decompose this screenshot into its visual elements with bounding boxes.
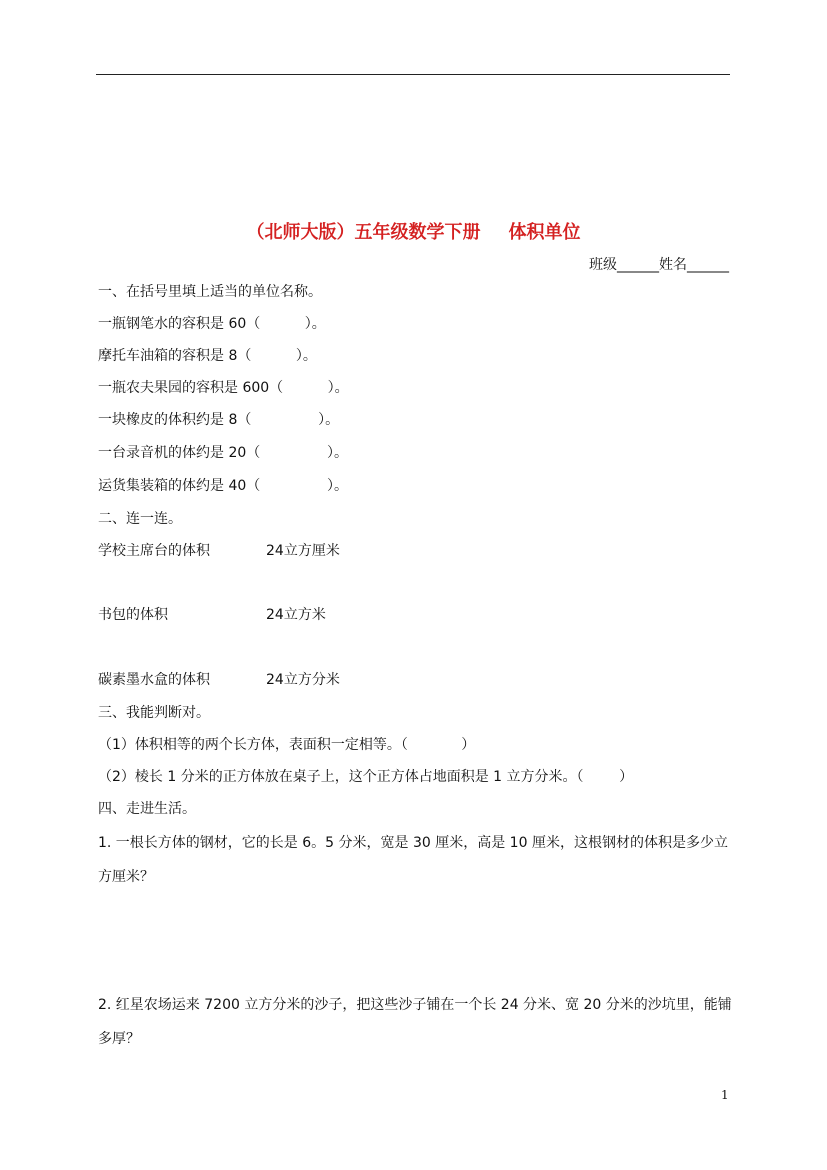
fill-item-1: 一瓶钢笔水的容积是 60（ ）。	[98, 316, 326, 332]
page-title	[0, 218, 827, 244]
page-number: 1	[721, 1088, 729, 1102]
fill-item-4: 一块橡皮的体积约是 8（ ）。	[98, 412, 340, 428]
problem-2: 2. 红星农场运来 7200 立方分米的沙子，把这些沙子铺在一个长 24 分米、宽 20 分米的沙坑里，能铺多厚？	[98, 997, 732, 1047]
class-name-line: 班级______姓名______	[589, 257, 729, 273]
section4-heading: 四、走进生活。	[98, 801, 196, 817]
judge-item-1: （1）体积相等的两个长方体，表面积一定相等。（ ）	[98, 737, 476, 753]
judge-item-2: （2）棱长 1 分米的正方体放在桌子上，这个正方体占地面积是 1 立方分米。（ ）	[98, 769, 634, 785]
match-left-2: 书包的体积	[98, 607, 168, 623]
match-right-3: 24立方分米	[266, 672, 340, 688]
header-rule	[96, 74, 730, 75]
section3-heading: 三、我能判断对。	[98, 705, 210, 721]
match-right-2: 24立方米	[266, 607, 326, 623]
title-series: （北师大版）五年级数学下册	[246, 222, 481, 243]
match-left-1: 学校主席台的体积	[98, 543, 210, 559]
fill-item-6: 运货集装箱的体约是 40（ ）。	[98, 478, 349, 494]
fill-item-5: 一台录音机的体约是 20（ ）。	[98, 445, 349, 461]
title-topic: 体积单位	[508, 222, 581, 243]
fill-item-2: 摩托车油箱的容积是 8（ ）。	[98, 348, 317, 364]
problem-1: 1. 一根长方体的钢材，它的长是 6。5 分米，宽是 30 厘米，高是 10 厘米，这根钢材的体积是多少立方厘米？	[98, 835, 728, 885]
section2-heading: 二、连一连。	[98, 511, 182, 527]
match-left-3: 碳素墨水盒的体积	[98, 672, 210, 688]
fill-item-3: 一瓶农夫果园的容积是 600（ ）。	[98, 380, 349, 396]
match-right-1: 24立方厘米	[266, 543, 340, 559]
section1-heading: 一、在括号里填上适当的单位名称。	[98, 284, 322, 300]
